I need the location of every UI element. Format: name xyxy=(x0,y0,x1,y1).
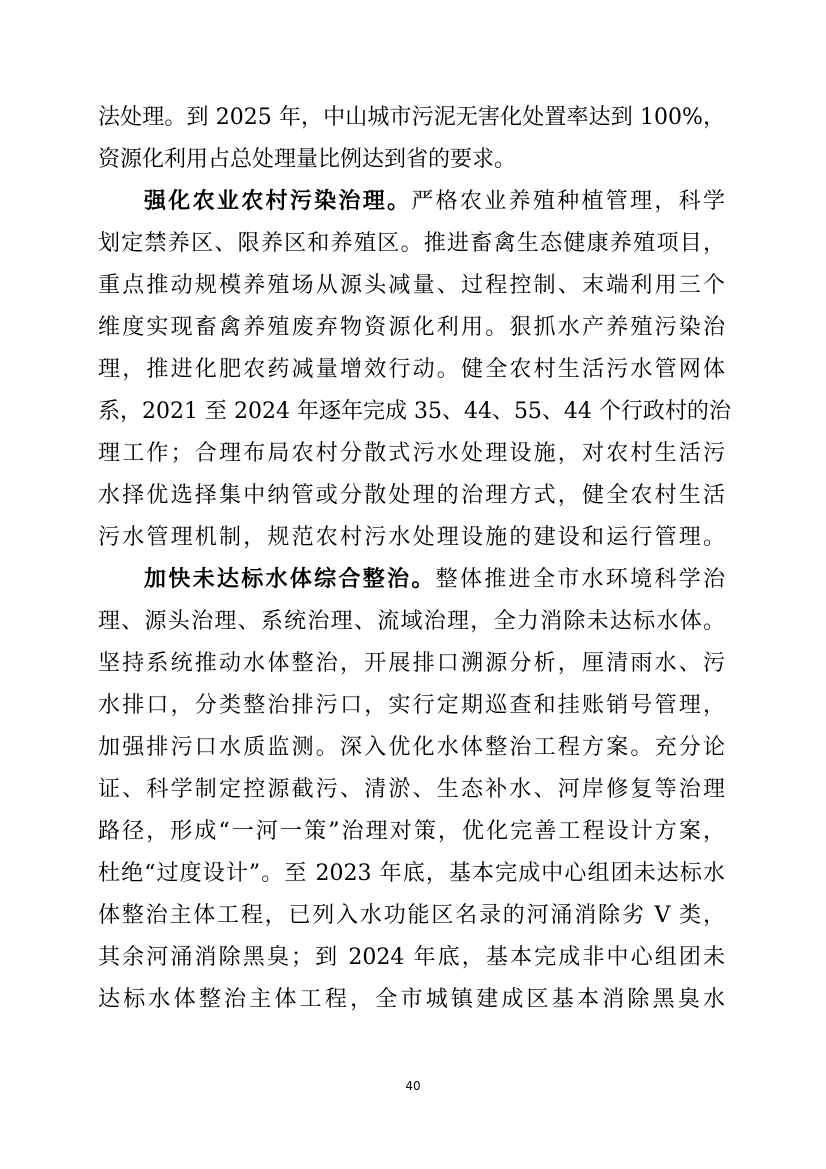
text-line: 其余河涌消除黑臭；到 2024 年底，基本完成非中心组团未 xyxy=(98,945,725,970)
text-line: 理、源头治理、系统治理、流域治理，全力消除未达标水体。 xyxy=(98,609,725,634)
paragraph-first-line xyxy=(144,189,725,215)
paragraph-text: 整体推进全市水环境科学治 xyxy=(435,567,725,592)
paragraph-heading: 强化农业农村污染治理。 xyxy=(144,189,412,214)
paragraph-first-line xyxy=(144,567,725,593)
text-line: 路径，形成“一河一策”治理对策，优化完善工程设计方案， xyxy=(98,819,725,844)
text-line: 法处理。到 2025 年，中山城市污泥无害化处置率达到 100%， xyxy=(98,105,725,130)
text-line: 重点推动规模养殖场从源头减量、过程控制、末端利用三个 xyxy=(98,273,725,298)
text-line: 水排口，分类整治排污口，实行定期巡查和挂账销号管理， xyxy=(98,693,725,718)
text-line: 体整治主体工程，已列入水功能区名录的河涌消除劣 V 类， xyxy=(98,903,725,928)
text-line: 理工作；合理布局农村分散式污水处理设施，对农村生活污 xyxy=(98,441,725,466)
text-line: 水择优选择集中纳管或分散处理的治理方式，健全农村生活 xyxy=(98,483,725,508)
text-line: 系，2021 至 2024 年逐年完成 35、44、55、44 个行政村的治 xyxy=(98,399,731,424)
text-line: 杜绝“过度设计”。至 2023 年底，基本完成中心组团未达标水 xyxy=(98,861,725,886)
text-line: 理，推进化肥农药减量增效行动。健全农村生活污水管网体 xyxy=(98,357,725,382)
text-line: 证、科学制定控源截污、清淤、生态补水、河岸修复等治理 xyxy=(98,777,725,802)
text-line: 达标水体整治主体工程，全市城镇建成区基本消除黑臭水 xyxy=(98,987,725,1012)
text-line: 划定禁养区、限养区和养殖区。推进畜禽生态健康养殖项目， xyxy=(98,231,725,256)
paragraph-heading: 加快未达标水体综合整治。 xyxy=(144,567,436,592)
text-line: 坚持系统推动水体整治，开展排口溯源分析，厘清雨水、污 xyxy=(98,651,725,676)
text-line: 污水管理机制，规范农村污水处理设施的建设和运行管理。 xyxy=(98,525,725,550)
paragraph-text: 严格农业养殖种植管理，科学 xyxy=(411,189,725,214)
text-line: 维度实现畜禽养殖废弃物资源化利用。狠抓水产养殖污染治 xyxy=(98,315,725,340)
page-number: 40 xyxy=(405,1079,421,1093)
text-line: 资源化利用占总处理量比例达到省的要求。 xyxy=(98,147,517,172)
text-line: 加强排污口水质监测。深入优化水体整治工程方案。充分论 xyxy=(98,735,725,760)
